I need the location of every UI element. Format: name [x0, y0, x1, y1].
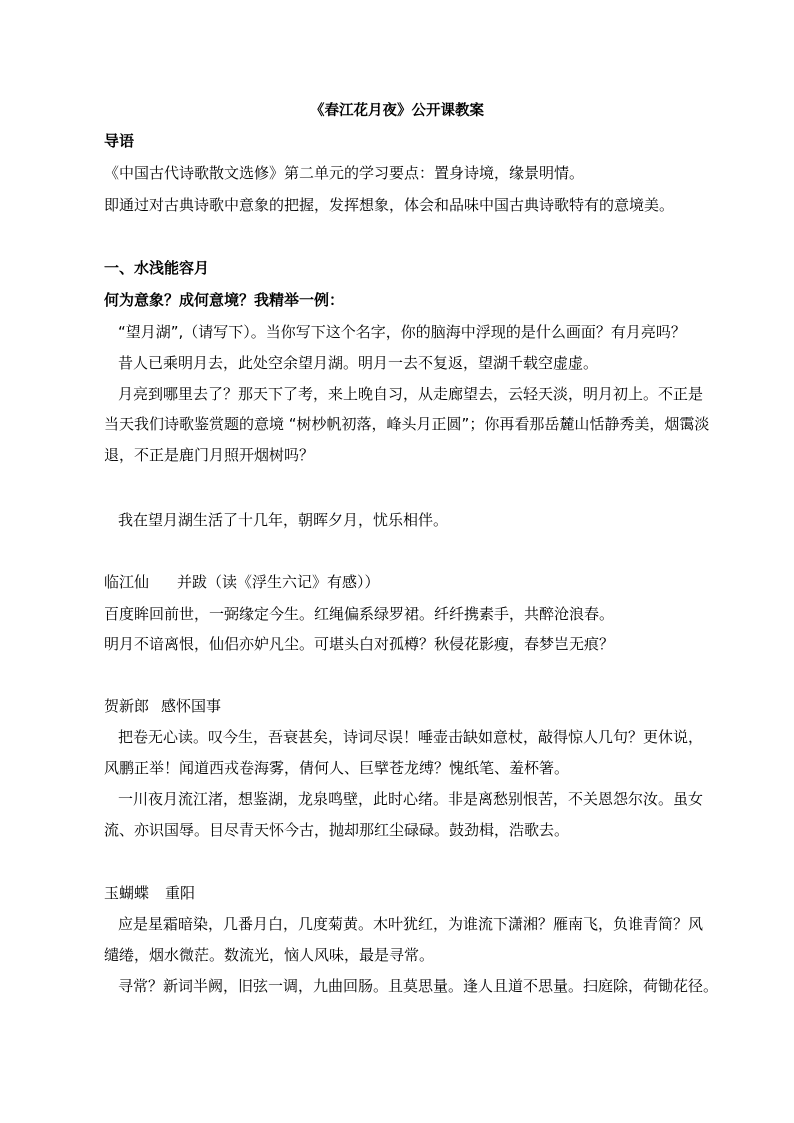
paragraph-line: 月亮到哪里去了？那天下了考，来上晚自习，从走廊望去，云轻天淡，明月初上。不正是 [118, 385, 704, 403]
poem-title: 贺新郎 [104, 697, 150, 715]
poem-subtitle: 并跋（读《浮生六记》有感）） [177, 573, 380, 591]
poem-line: 流、亦识国辱。目尽青天怀今古，抛却那红尘碌碌。鼓劲楫，浩歌去。 [104, 821, 570, 839]
poem-heading [104, 696, 754, 716]
intro-heading: 导语 [104, 132, 135, 150]
poem-line: 风鹏正举！闻道西戎卷海雾，倩何人、巨擘苍龙缚？愧纸笔、羞杯箸。 [104, 759, 570, 777]
poem-heading [104, 572, 754, 592]
poem-line: 寻常？新词半阙，旧弦一调，九曲回肠。且莫思量。逢人且道不思量。扫庭除，荷锄花径。 [118, 977, 719, 995]
section-question: 何为意象？成何意境？我精举一例： [104, 291, 345, 309]
paragraph-line: “望月湖”,（请写下）。当你写下这个名字，你的脑海中浮现的是什么画面？有月亮吗？ [118, 323, 686, 341]
poem-title: 临江仙 [104, 573, 150, 591]
paragraph-line: 当天我们诗歌鉴赏题的意境 “树杪帆初落，峰头月正圆”；你再看那岳麓山恬静秀美，烟霭淡 [104, 415, 710, 433]
poem-subtitle: 重阳 [165, 884, 196, 902]
intro-line: 《中国古代诗歌散文选修》第二单元的学习要点：置身诗境，缘景明情。 [104, 164, 585, 182]
poem-subtitle: 感怀国事 [161, 697, 222, 715]
document-title: 《春江花月夜》公开课教案 [310, 103, 484, 119]
poem-line: 应是星霜暗染，几番月白，几度菊黄。木叶犹红，为谁流下潇湘？雁南飞，负谁青简？风 [118, 915, 704, 933]
paragraph-line: 昔人已乘明月去，此处空余望月湖。明月一去不复返，望湖千载空虚虚。 [118, 354, 599, 372]
poem-line: 百度眸回前世，一弼缘定今生。红绳偏系绿罗裙。纤纤携素手，共醉沧浪春。 [104, 605, 615, 623]
poem-line: 明月不谙离恨，仙侣亦妒凡尘。可堪头白对孤樽？秋侵花影瘦，春梦岂无痕？ [104, 635, 615, 653]
poem-line: 一川夜月流江渚，想鉴湖，龙泉鸣壁，此时心绪。非是离愁别恨苦，不关恩怨尔汝。虽女 [118, 790, 704, 808]
poem-line: 把卷无心读。叹今生，吾衰甚矣，诗词尽误！唾壶击缺如意杖，敲得惊人几句？更休说， [118, 728, 704, 746]
intro-line: 即通过对古典诗歌中意象的把握，发挥想象，体会和品味中国古典诗歌特有的意境美。 [104, 196, 675, 214]
paragraph-line: 我在望月湖生活了十几年，朝晖夕月，忧乐相伴。 [118, 511, 449, 529]
section-heading: 一、水浅能容月 [104, 259, 210, 277]
poem-title: 玉蝴蝶 [104, 884, 150, 902]
paragraph-line: 退，不正是鹿门月照开烟树吗？ [104, 446, 315, 464]
poem-line: 缱绻，烟水微茫。数流光，恼人风味，最是寻常。 [104, 946, 435, 964]
poem-heading [104, 883, 754, 903]
